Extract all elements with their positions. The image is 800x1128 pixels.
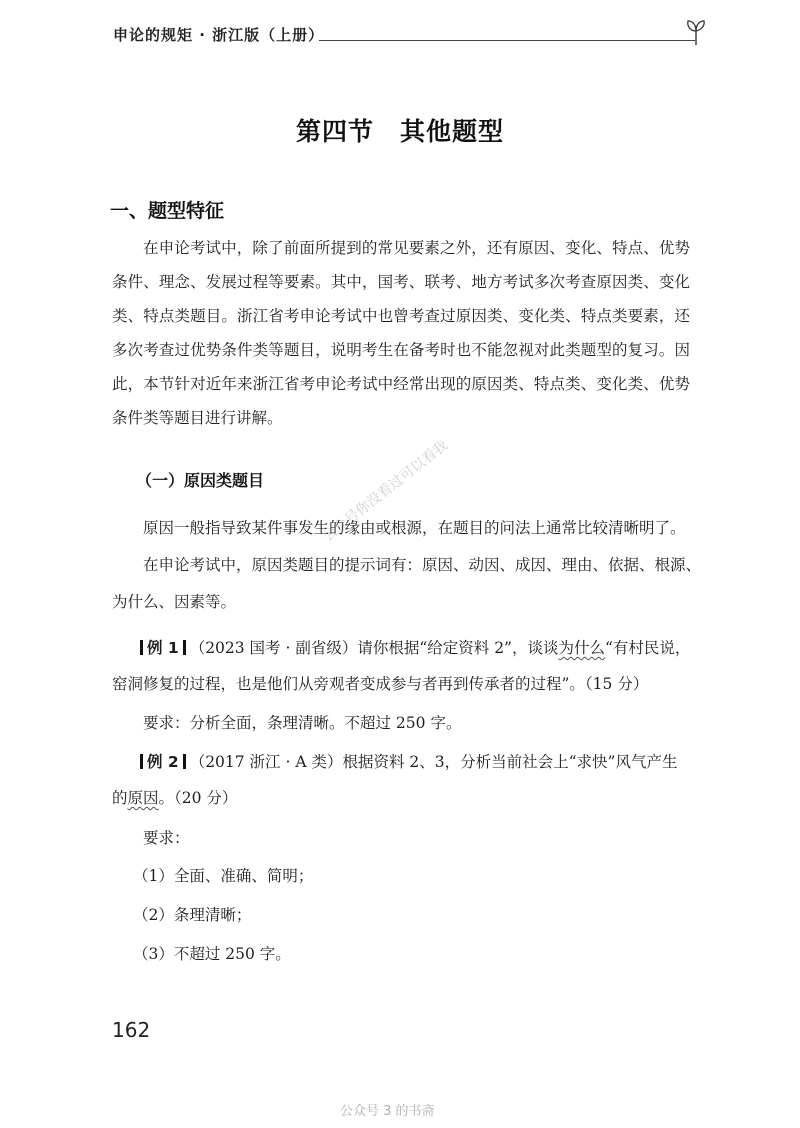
heading-cause-questions: （一）原因类题目 [136,471,265,490]
cause-hint-line-2: 为什么、因素等。 [112,593,237,611]
example-2-line-2-suffix: 。（20 分） [158,789,238,807]
example-1-text-part-2: “有村民说， [605,639,691,657]
example-2-line-1 [136,750,677,772]
running-header [113,24,703,48]
example-2-label: 例 2 [147,753,179,771]
example-2-line-2-prefix: 的 [112,789,128,807]
example-2-line-2 [112,786,237,808]
example-1-line-1 [136,636,690,658]
example-1-line-2: 窑洞修复的过程，也是他们从旁观者变成参与者再到传承者的过程”。（15 分） [112,675,649,693]
page-number: 162 [112,1018,151,1042]
section-title: 第四节 其他题型 [295,117,504,146]
example-2-requirement-1: （1）全面、准确、简明； [133,867,314,885]
header-rule [319,40,695,41]
sprout-icon [685,18,707,46]
example-1-requirement: 要求：分析全面，条理清晰。不超过 250 字。 [143,714,462,732]
footer-watermark: 公众号 3 的书斋 [340,1104,435,1119]
cause-definition: 原因一般指导致某件事发生的缘由或根源，在题目的问法上通常比较清晰明了。 [143,519,686,537]
example-2-text-line-1: （2017 浙江 · A 类）根据资料 2、3，分析当前社会上“求快”风气产生 [189,753,678,771]
example-1-label: 例 1 [147,639,179,657]
example-2-requirement-3: （3）不超过 250 字。 [133,945,291,963]
example-2-highlight: 原因 [127,789,159,807]
cause-hint-line-1: 在申论考试中，原因类题目的提示词有：原因、动因、成因、理由、依据、根源、 [143,556,702,574]
diagonal-watermark: 公众号你没看过可以看我 [319,437,452,545]
example-2-requirement-2: （2）条理清晰； [133,906,252,924]
example-bar-right [183,640,186,655]
intro-paragraph: 在申论考试中，除了前面所提到的常见要素之外，还有原因、变化、特点、优势条件、理念、发展过程等要素。其中，国考、联考、地方考试多次考查原因类、变化类、特点类题目。浙江省考申论考试中也曾考查过原因类、变化类、特点类要素，还多次考查过优势条件类等题目，说明考生在备考时也不能忽视对此类题型的复习。因此，本节针对近年来浙江省考申论考试中经常出现的原因类、特点类、变化类、优势条件类等题目进行讲解。 [112,239,690,427]
book-title: 申论的规矩 · 浙江版（上册） [113,26,325,44]
example-bar-left [140,640,143,655]
heading-question-features: 一、题型特征 [110,200,225,222]
example-bar-left [140,754,143,769]
example-bar-right [183,754,186,769]
example-2-requirement-label: 要求： [143,829,190,847]
example-1-text-part-1: （2023 国考 · 副省级）请你根据“给定资料 2”，谈谈 [189,639,559,657]
example-1-highlight: 为什么 [558,639,605,657]
